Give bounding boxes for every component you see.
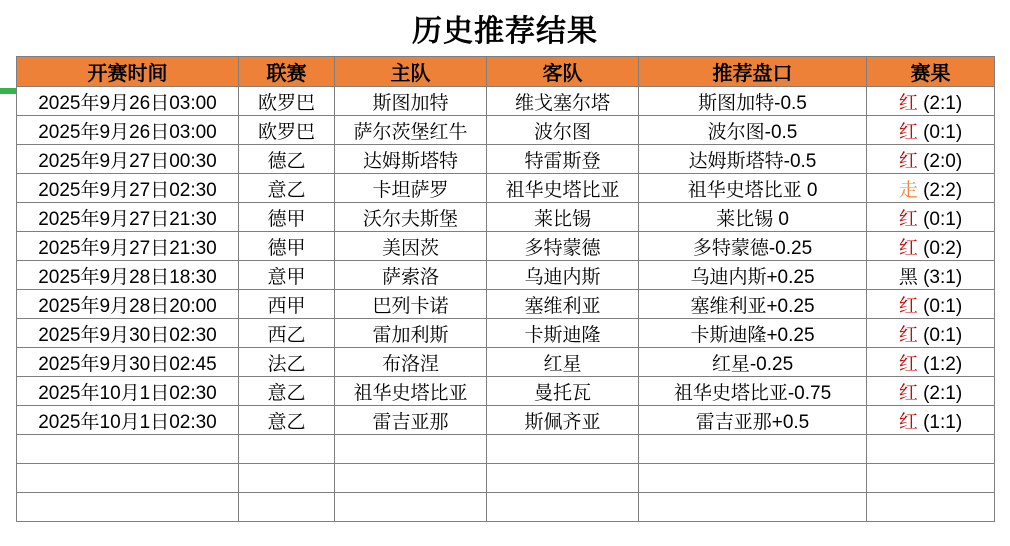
cell-pick: 祖华史塔比亚-0.75 bbox=[639, 377, 867, 406]
cell-time: 2025年9月27日21:30 bbox=[17, 232, 239, 261]
cell-result bbox=[867, 203, 995, 232]
cell-home-team: 雷吉亚那 bbox=[335, 406, 487, 435]
cell-time: 2025年9月28日18:30 bbox=[17, 261, 239, 290]
cell-pick: 达姆斯塔特-0.5 bbox=[639, 145, 867, 174]
cell-time: 2025年9月27日02:30 bbox=[17, 174, 239, 203]
cell-time: 2025年9月26日03:00 bbox=[17, 116, 239, 145]
empty-cell bbox=[239, 464, 335, 493]
cell-league: 意乙 bbox=[239, 174, 335, 203]
cell-home-team: 萨索洛 bbox=[335, 261, 487, 290]
result-label: 红 bbox=[898, 353, 918, 375]
empty-row bbox=[17, 435, 995, 464]
table-body bbox=[17, 87, 995, 522]
cell-result bbox=[867, 406, 995, 435]
cell-away-team: 特雷斯登 bbox=[487, 145, 639, 174]
cell-time: 2025年10月1日02:30 bbox=[17, 406, 239, 435]
result-score: (0:1) bbox=[923, 295, 963, 317]
empty-cell bbox=[17, 493, 239, 522]
cell-away-team: 维戈塞尔塔 bbox=[487, 87, 639, 116]
result-label: 黑 bbox=[898, 266, 918, 288]
cell-league: 欧罗巴 bbox=[239, 116, 335, 145]
cell-result bbox=[867, 232, 995, 261]
cell-away-team: 曼托瓦 bbox=[487, 377, 639, 406]
cell-away-team: 卡斯迪隆 bbox=[487, 319, 639, 348]
table-row bbox=[17, 232, 995, 261]
cell-pick: 雷吉亚那+0.5 bbox=[639, 406, 867, 435]
cell-league: 德甲 bbox=[239, 203, 335, 232]
empty-cell bbox=[17, 464, 239, 493]
column-header-away: 客队 bbox=[487, 57, 639, 87]
cell-pick: 塞维利亚+0.25 bbox=[639, 290, 867, 319]
cell-away-team: 莱比锡 bbox=[487, 203, 639, 232]
table-row bbox=[17, 290, 995, 319]
cell-result bbox=[867, 116, 995, 145]
cell-time: 2025年10月1日02:30 bbox=[17, 377, 239, 406]
column-header-league: 联赛 bbox=[239, 57, 335, 87]
cell-league: 意乙 bbox=[239, 406, 335, 435]
cell-time: 2025年9月30日02:30 bbox=[17, 319, 239, 348]
cell-result bbox=[867, 348, 995, 377]
result-label: 红 bbox=[898, 121, 918, 143]
table-row bbox=[17, 145, 995, 174]
table-row bbox=[17, 116, 995, 145]
result-score: (0:1) bbox=[923, 121, 963, 143]
result-label: 红 bbox=[898, 150, 918, 172]
cell-home-team: 沃尔夫斯堡 bbox=[335, 203, 487, 232]
empty-cell bbox=[639, 435, 867, 464]
result-score: (0:1) bbox=[923, 208, 963, 230]
table-row bbox=[17, 319, 995, 348]
table-row bbox=[17, 87, 995, 116]
empty-cell bbox=[867, 464, 995, 493]
cell-time: 2025年9月27日21:30 bbox=[17, 203, 239, 232]
result-label: 红 bbox=[898, 411, 918, 433]
empty-cell bbox=[487, 435, 639, 464]
result-score: (0:1) bbox=[923, 324, 963, 346]
cell-result bbox=[867, 87, 995, 116]
result-label: 红 bbox=[898, 295, 918, 317]
cell-home-team: 达姆斯塔特 bbox=[335, 145, 487, 174]
cell-pick: 多特蒙德-0.25 bbox=[639, 232, 867, 261]
cell-time: 2025年9月30日02:45 bbox=[17, 348, 239, 377]
result-score: (1:1) bbox=[923, 411, 963, 433]
empty-cell bbox=[487, 464, 639, 493]
cell-pick: 卡斯迪隆+0.25 bbox=[639, 319, 867, 348]
table-row bbox=[17, 406, 995, 435]
result-label: 红 bbox=[898, 382, 918, 404]
cell-result bbox=[867, 290, 995, 319]
result-label: 红 bbox=[898, 208, 918, 230]
table-header bbox=[17, 57, 995, 87]
cell-pick: 莱比锡 0 bbox=[639, 203, 867, 232]
cell-away-team: 乌迪内斯 bbox=[487, 261, 639, 290]
empty-cell bbox=[867, 435, 995, 464]
result-score: (0:2) bbox=[923, 237, 963, 259]
cell-away-team: 多特蒙德 bbox=[487, 232, 639, 261]
table-row bbox=[17, 203, 995, 232]
table-row bbox=[17, 377, 995, 406]
empty-cell bbox=[335, 435, 487, 464]
empty-cell bbox=[335, 493, 487, 522]
cell-home-team: 卡坦萨罗 bbox=[335, 174, 487, 203]
table-row bbox=[17, 261, 995, 290]
cell-time: 2025年9月27日00:30 bbox=[17, 145, 239, 174]
cell-pick: 波尔图-0.5 bbox=[639, 116, 867, 145]
cell-away-team: 塞维利亚 bbox=[487, 290, 639, 319]
cell-league: 西乙 bbox=[239, 319, 335, 348]
cell-away-team: 斯佩齐亚 bbox=[487, 406, 639, 435]
empty-cell bbox=[239, 493, 335, 522]
result-score: (3:1) bbox=[923, 266, 963, 288]
result-label: 红 bbox=[898, 324, 918, 346]
column-header-pick: 推荐盘口 bbox=[639, 57, 867, 87]
result-score: (2:0) bbox=[923, 150, 963, 172]
cell-home-team: 美因茨 bbox=[335, 232, 487, 261]
empty-row bbox=[17, 464, 995, 493]
cell-away-team: 红星 bbox=[487, 348, 639, 377]
result-label: 走 bbox=[898, 179, 918, 201]
cell-result bbox=[867, 145, 995, 174]
cell-home-team: 斯图加特 bbox=[335, 87, 487, 116]
result-score: (2:1) bbox=[923, 92, 963, 114]
cell-home-team: 萨尔茨堡红牛 bbox=[335, 116, 487, 145]
cell-league: 意甲 bbox=[239, 261, 335, 290]
cell-result bbox=[867, 174, 995, 203]
cell-league: 德乙 bbox=[239, 145, 335, 174]
table-row bbox=[17, 174, 995, 203]
empty-cell bbox=[867, 493, 995, 522]
empty-cell bbox=[239, 435, 335, 464]
result-score: (1:2) bbox=[923, 353, 963, 375]
cell-away-team: 祖华史塔比亚 bbox=[487, 174, 639, 203]
empty-row bbox=[17, 493, 995, 522]
table-header-row bbox=[17, 57, 995, 87]
history-results-table bbox=[16, 56, 995, 522]
cell-result bbox=[867, 261, 995, 290]
cell-league: 意乙 bbox=[239, 377, 335, 406]
cell-league: 法乙 bbox=[239, 348, 335, 377]
empty-cell bbox=[487, 493, 639, 522]
cell-pick: 祖华史塔比亚 0 bbox=[639, 174, 867, 203]
cell-league: 欧罗巴 bbox=[239, 87, 335, 116]
cell-result bbox=[867, 377, 995, 406]
result-label: 红 bbox=[898, 92, 918, 114]
cell-league: 西甲 bbox=[239, 290, 335, 319]
cell-home-team: 布洛涅 bbox=[335, 348, 487, 377]
cell-pick: 乌迪内斯+0.25 bbox=[639, 261, 867, 290]
cell-time: 2025年9月26日03:00 bbox=[17, 87, 239, 116]
empty-cell bbox=[639, 464, 867, 493]
cell-pick: 红星-0.25 bbox=[639, 348, 867, 377]
empty-cell bbox=[639, 493, 867, 522]
cell-result bbox=[867, 319, 995, 348]
table-row bbox=[17, 348, 995, 377]
page-title: 历史推荐结果 bbox=[412, 15, 598, 48]
column-header-result: 赛果 bbox=[867, 57, 995, 87]
column-header-time: 开赛时间 bbox=[17, 57, 239, 87]
empty-cell bbox=[335, 464, 487, 493]
result-score: (2:2) bbox=[923, 179, 963, 201]
cell-away-team: 波尔图 bbox=[487, 116, 639, 145]
green-accent-marker bbox=[0, 56, 16, 94]
result-score: (2:1) bbox=[923, 382, 963, 404]
cell-home-team: 巴列卡诺 bbox=[335, 290, 487, 319]
cell-league: 德甲 bbox=[239, 232, 335, 261]
cell-pick: 斯图加特-0.5 bbox=[639, 87, 867, 116]
cell-home-team: 祖华史塔比亚 bbox=[335, 377, 487, 406]
cell-home-team: 雷加利斯 bbox=[335, 319, 487, 348]
result-label: 红 bbox=[898, 237, 918, 259]
cell-time: 2025年9月28日20:00 bbox=[17, 290, 239, 319]
empty-cell bbox=[17, 435, 239, 464]
results-table-container bbox=[16, 56, 994, 522]
column-header-home: 主队 bbox=[335, 57, 487, 87]
